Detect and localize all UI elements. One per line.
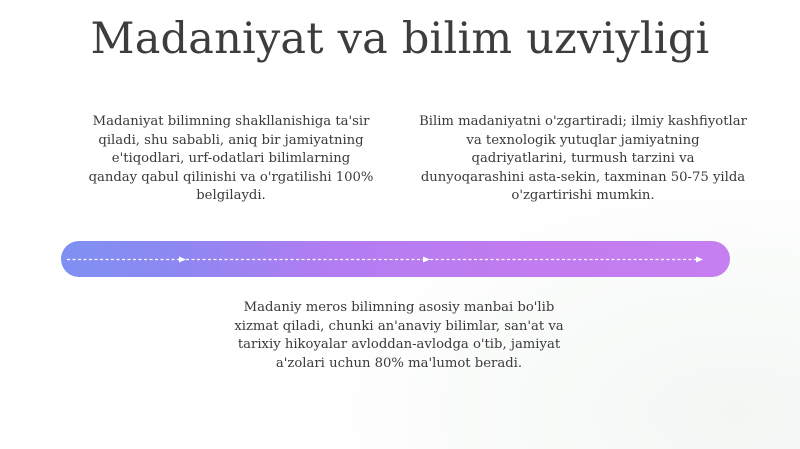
text-block-left: Madaniyat bilimning shakllanishiga ta'sir qiladi, shu sababli, aniq bir jamiyatning e'tiqodlari, urf-odatlari bilimlarning qanday qabul qilinishi va o'rgatilishi 100% belgilaydi. (88, 114, 374, 203)
timeline-bar (61, 241, 730, 277)
arrowhead-3-icon (696, 257, 703, 263)
text-block-bottom: Madaniy meros bilimning asosiy manbai bo'lib xizmat qiladi, chunki an'anaviy bilimlar, san'at va tarixiy hikoyalar avloddan-avlodga o'tib, jamiyat a'zolari uchun 80% ma'lumot beradi. (234, 300, 564, 371)
timeline-arrows (61, 241, 730, 277)
arrowhead-2-icon (423, 257, 430, 263)
arrowhead-1-icon (179, 257, 186, 263)
slide-title: Madaniyat va bilim uzviyligi (90, 14, 710, 64)
text-block-right: Bilim madaniyatni o'zgartiradi; ilmiy kashfiyotlar va texnologik yutuqlar jamiyatning qadriyatlarini, turmush tarzini va dunyoqarashini asta-sekin, taxminan 50-75 yilda o'zgartirishi mumkin. (419, 114, 747, 203)
